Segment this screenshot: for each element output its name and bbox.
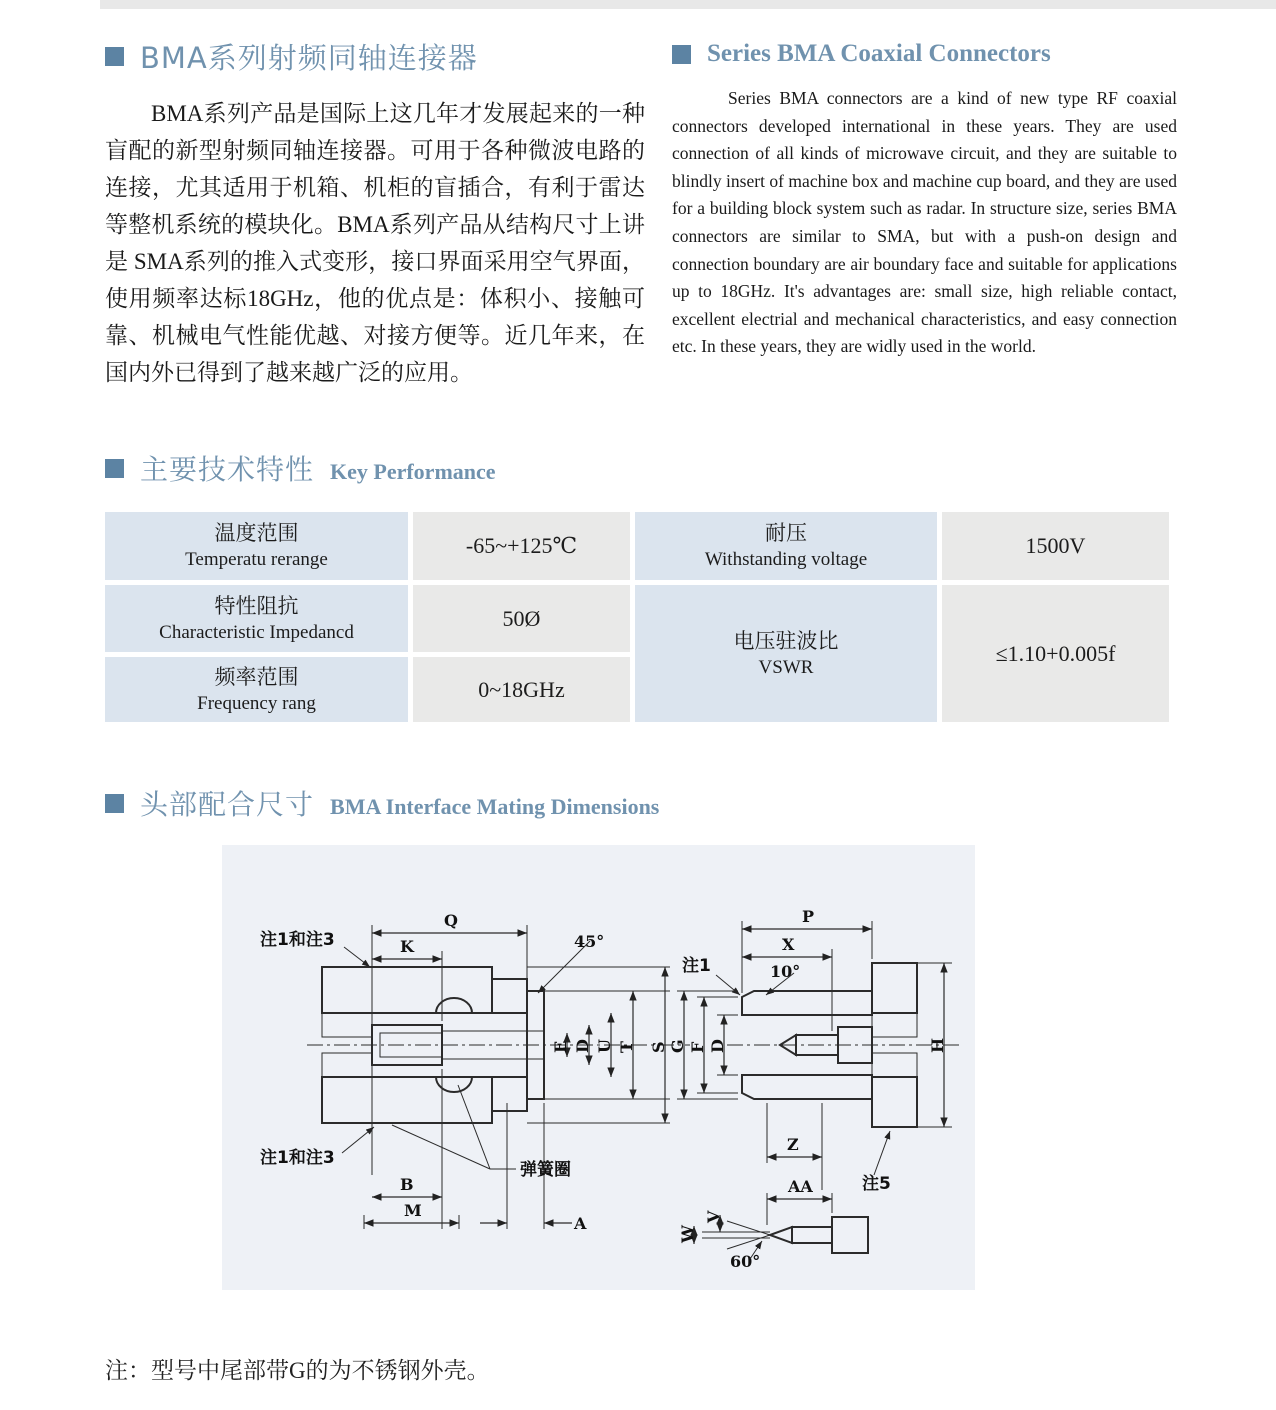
dim-label-60deg: 60° bbox=[730, 1252, 761, 1271]
dim-label-e: E bbox=[551, 1040, 570, 1053]
page-top-bar bbox=[100, 0, 1276, 9]
note-1-3-top: 注1和注3 bbox=[260, 930, 335, 950]
label-en: Temperatu rerange bbox=[185, 549, 328, 570]
key-performance-title-zh: 主要技术特性 bbox=[140, 453, 315, 486]
value-text: ≤1.10+0.005f bbox=[995, 640, 1116, 666]
mating-dimensions-drawing-panel bbox=[222, 845, 975, 1290]
label-en: Frequency rang bbox=[197, 692, 316, 714]
table-value-impedance bbox=[413, 585, 630, 652]
dim-label-s: S bbox=[649, 1041, 668, 1053]
mating-dimensions-header bbox=[105, 783, 659, 823]
note-5: 注5 bbox=[862, 1174, 891, 1194]
square-bullet-icon bbox=[105, 794, 124, 813]
square-bullet-icon bbox=[672, 45, 691, 64]
dim-label-aa: AA bbox=[788, 1177, 813, 1196]
dim-label-u: U bbox=[595, 1039, 614, 1053]
dim-label-10deg: 10° bbox=[770, 962, 801, 981]
intro-en-header bbox=[672, 40, 1177, 68]
note-1-3-bottom: 注1和注3 bbox=[260, 1148, 335, 1168]
label-en: Characteristic Impedancd bbox=[159, 621, 354, 643]
dim-label-w: W bbox=[678, 1225, 697, 1243]
dim-label-45deg: 45° bbox=[574, 932, 605, 951]
note-1: 注1 bbox=[682, 956, 711, 976]
value-text: -65~+125℃ bbox=[465, 533, 578, 558]
right-connector-section bbox=[668, 907, 962, 1271]
mating-dimensions-title-zh: 头部配合尺寸 bbox=[140, 788, 315, 821]
label-zh: 温度范围 bbox=[214, 521, 299, 545]
intro-zh-header bbox=[105, 36, 645, 77]
key-performance-table bbox=[105, 512, 1169, 722]
dim-label-x: X bbox=[782, 935, 795, 954]
table-value-vswr bbox=[942, 585, 1169, 722]
dim-label-k: K bbox=[400, 937, 414, 956]
dim-label-d: D bbox=[573, 1039, 592, 1053]
dim-label-z: Z bbox=[787, 1135, 799, 1154]
intro-zh-column bbox=[105, 36, 645, 414]
dim-label-b: B bbox=[400, 1175, 414, 1194]
spring-ring-label: 弹簧圈 bbox=[520, 1160, 571, 1180]
dim-label-t: T bbox=[617, 1041, 636, 1053]
table-label-vswr bbox=[635, 585, 937, 722]
intro-en-paragraph: Series BMA connectors are a kind of new type RF coaxial connectors developed international in these years. They are used connection of all kinds of microwave circuit, and they are suitable to blindly insert of machine box and machine cup board, and they are used for a building block system such as radar. In structure size, series BMA connectors are similar to SMA, but with a push-on design and connection boundary are air boundary face and suitable for applications up to 18GHz. It's advantages are: small size, high reliable contact, excellent electrial and mechanical characteristics, and easy connection etc. In these years, they are widly used in the world. bbox=[672, 88, 1177, 357]
value-text: 0~18GHz bbox=[478, 676, 565, 702]
dim-label-p: P bbox=[802, 907, 815, 926]
label-en: VSWR bbox=[758, 656, 814, 678]
intro-zh-title: BMA系列射频同轴连接器 bbox=[140, 41, 478, 75]
table-label-withstanding-voltage bbox=[635, 512, 937, 580]
dim-label-f: F bbox=[688, 1041, 707, 1053]
dim-label-d2: D bbox=[708, 1039, 727, 1053]
dim-label-m: M bbox=[404, 1201, 422, 1220]
table-value-frequency bbox=[413, 657, 630, 722]
table-value-withstanding-voltage bbox=[942, 512, 1169, 580]
table-label-temperature bbox=[105, 512, 408, 580]
square-bullet-icon bbox=[105, 47, 124, 66]
square-bullet-icon bbox=[105, 459, 124, 478]
footer-note: 注：型号中尾部带G的为不锈钢外壳。 bbox=[105, 1358, 490, 1383]
label-zh: 频率范围 bbox=[214, 664, 299, 689]
dim-label-a: A bbox=[574, 1214, 587, 1233]
intro-zh-paragraph: BMA系列产品是国际上这几年才发展起来的一种盲配的新型射频同轴连接器。可用于各种微波电路的连接，尤其适用于机箱、机柜的盲插合，有利于雷达等整机系统的模块化。BMA系列产品从结构尺寸上讲是 SMA系列的推入式变形，接口界面采用空气界面，使用频率达标18GHz，他的优点是：体积小、接触可靠、机械电气性能优越、对接方便等。近几年来，在国内外已得到了越来越广泛的应用。 bbox=[105, 101, 645, 385]
mating-dimensions-title-en: BMA Interface Mating Dimensions bbox=[330, 794, 660, 819]
dim-label-h: H bbox=[928, 1037, 947, 1053]
dim-label-g: G bbox=[668, 1039, 687, 1053]
dim-label-q: Q bbox=[444, 911, 458, 930]
table-label-frequency bbox=[105, 657, 408, 722]
label-zh: 特性阻抗 bbox=[214, 593, 299, 618]
label-zh: 耐压 bbox=[765, 521, 807, 545]
value-text: 1500V bbox=[1025, 533, 1086, 558]
value-text: 50Ø bbox=[502, 605, 541, 631]
intro-en-column bbox=[672, 40, 1177, 378]
table-value-temperature bbox=[413, 512, 630, 580]
dim-label-v: V bbox=[704, 1210, 723, 1223]
table-label-impedance bbox=[105, 585, 408, 652]
mating-dimensions-drawing bbox=[222, 845, 975, 1290]
left-connector-section bbox=[260, 911, 690, 1233]
label-zh: 电压驻波比 bbox=[733, 628, 839, 653]
key-performance-header bbox=[105, 448, 496, 488]
label-en: Withstanding voltage bbox=[704, 549, 868, 570]
intro-en-title: Series BMA Coaxial Connectors bbox=[707, 40, 1051, 67]
key-performance-title-en: Key Performance bbox=[330, 459, 496, 484]
